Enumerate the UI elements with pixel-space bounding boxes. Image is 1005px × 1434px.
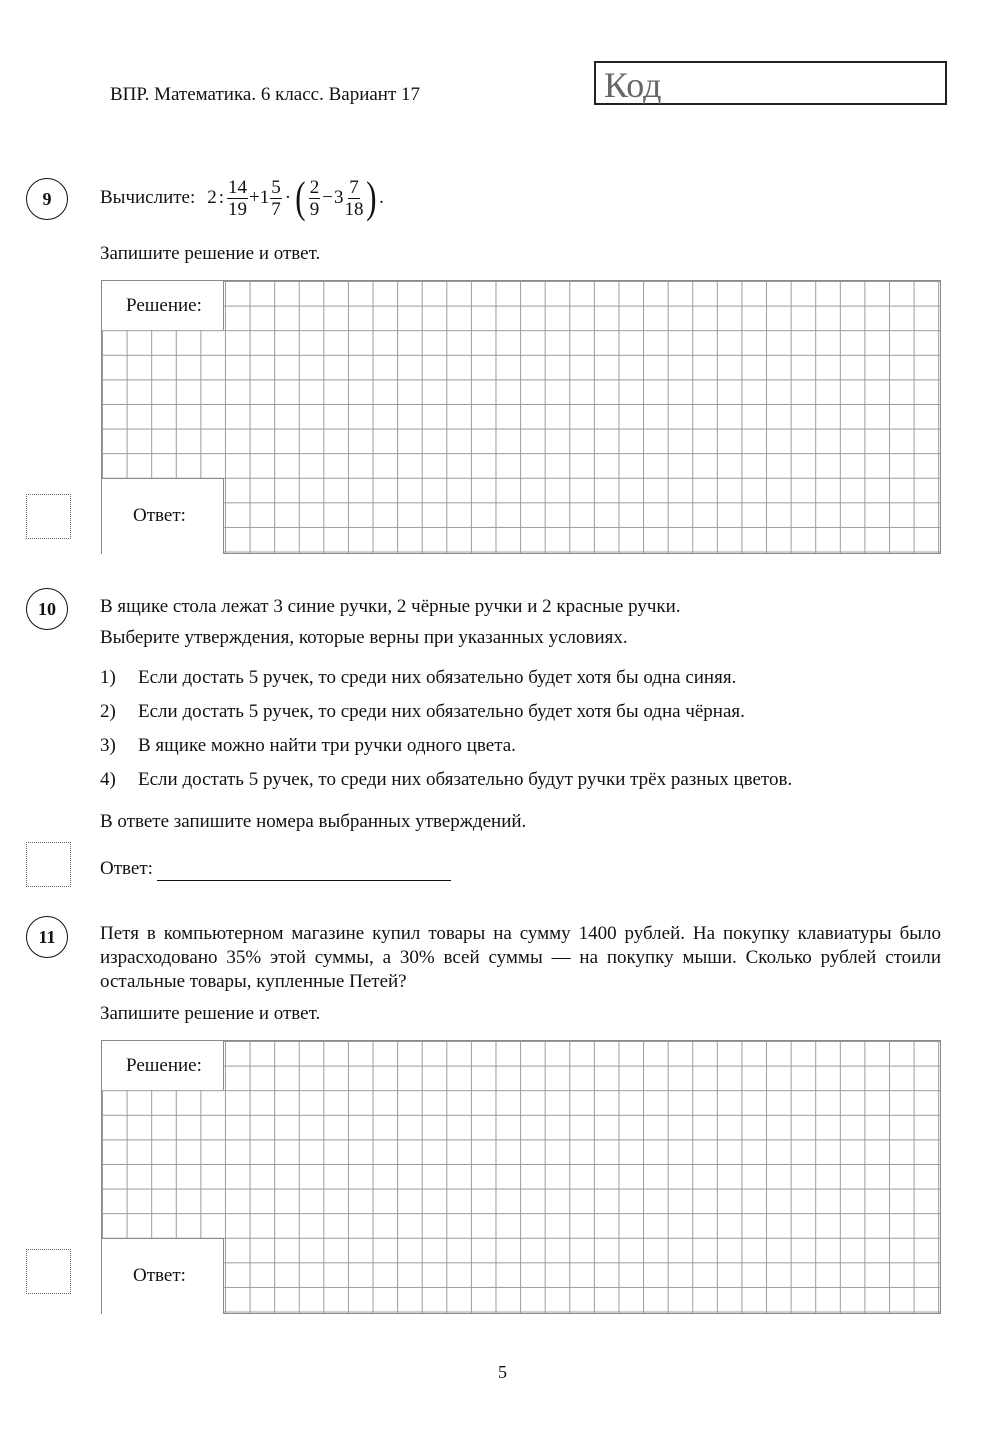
fraction-numerator: 5 bbox=[271, 176, 281, 198]
fraction bbox=[344, 177, 363, 220]
solution-label-cell bbox=[102, 281, 224, 330]
answer-label: Ответ: bbox=[133, 1265, 186, 1286]
task-10-number: 10 bbox=[26, 588, 68, 630]
answer-label-cell bbox=[102, 478, 224, 554]
answer-label-cell bbox=[102, 1238, 224, 1314]
fraction-denominator: 9 bbox=[309, 198, 320, 220]
task-11-number: 11 bbox=[26, 916, 68, 958]
expr-operator: − bbox=[322, 187, 333, 208]
solution-label-cell bbox=[102, 1041, 224, 1090]
task-10-note: В ответе запишите номера выбранных утверждений. bbox=[100, 811, 527, 832]
fraction-numerator: 7 bbox=[349, 176, 359, 198]
answer-label: Ответ: bbox=[100, 858, 153, 879]
task-9-instruction: Запишите решение и ответ. bbox=[100, 243, 321, 264]
left-paren: ( bbox=[295, 173, 306, 222]
option-text: В ящике можно найти три ручки одного цвета. bbox=[138, 735, 516, 756]
option-text: Если достать 5 ручек, то среди них обязательно будет хотя бы одна чёрная. bbox=[138, 701, 745, 722]
fraction-denominator: 7 bbox=[271, 198, 281, 220]
fraction-numerator: 2 bbox=[309, 176, 320, 198]
task-11-text: Петя в компьютерном магазине купил товары на сумму 1400 рублей. На покупку клавиатуры было израсходовано 35% этой суммы, а 30% всей суммы — на покупку мыши. Сколько рублей стоили остальные товары, купленные Петей? bbox=[100, 923, 941, 992]
task-11-instruction: Запишите решение и ответ. bbox=[100, 1003, 321, 1024]
expr-operator: : bbox=[218, 187, 225, 208]
fraction bbox=[309, 177, 321, 220]
fraction bbox=[270, 177, 282, 220]
option-2 bbox=[100, 700, 745, 724]
answer-label: Ответ: bbox=[133, 505, 186, 526]
fraction-denominator: 19 bbox=[228, 198, 248, 220]
option-4 bbox=[100, 768, 792, 792]
task-10-line2: Выберите утверждения, которые верны при указанных условиях. bbox=[100, 627, 628, 648]
task-9-expression bbox=[100, 173, 384, 222]
code-field[interactable] bbox=[594, 61, 947, 105]
task-9-score-box[interactable] bbox=[26, 494, 71, 539]
expr-operator: · bbox=[284, 187, 292, 208]
task-9-solution-grid[interactable] bbox=[101, 280, 941, 554]
solution-label: Решение: bbox=[126, 1055, 202, 1076]
task-10-line1: В ящике стола лежат 3 синие ручки, 2 чёрные ручки и 2 красные ручки. bbox=[100, 596, 681, 617]
page-header-title: ВПР. Математика. 6 класс. Вариант 17 bbox=[110, 84, 421, 105]
expr-operator: + bbox=[249, 187, 260, 208]
option-number: 2) bbox=[100, 701, 116, 722]
option-3 bbox=[100, 734, 516, 758]
task-11-solution-grid[interactable] bbox=[101, 1040, 941, 1314]
task-9-prefix: Вычислите: bbox=[100, 187, 196, 208]
option-number: 3) bbox=[100, 735, 116, 756]
expr-term: 2 bbox=[207, 187, 217, 208]
task-9-number: 9 bbox=[26, 178, 68, 220]
option-number: 4) bbox=[100, 769, 116, 790]
task-10-score-box[interactable] bbox=[26, 842, 71, 887]
fraction-numerator: 14 bbox=[228, 176, 248, 198]
fraction-denominator: 18 bbox=[344, 198, 364, 220]
task-10-answer-row bbox=[100, 857, 451, 881]
code-label: Код bbox=[604, 65, 662, 105]
fraction bbox=[227, 177, 248, 220]
option-text: Если достать 5 ручек, то среди них обязательно будет хотя бы одна синяя. bbox=[138, 667, 737, 688]
answer-line[interactable] bbox=[157, 860, 451, 881]
expr-end: . bbox=[379, 187, 384, 208]
right-paren: ) bbox=[366, 173, 377, 222]
solution-label: Решение: bbox=[126, 295, 202, 316]
expr-term: 3 bbox=[333, 187, 344, 208]
option-number: 1) bbox=[100, 667, 116, 688]
page-number: 5 bbox=[498, 1362, 507, 1382]
option-text: Если достать 5 ручек, то среди них обязательно будут ручки трёх разных цветов. bbox=[138, 769, 793, 790]
option-1 bbox=[100, 666, 736, 690]
task-11-score-box[interactable] bbox=[26, 1249, 71, 1294]
expr-term: 1 bbox=[259, 187, 270, 208]
